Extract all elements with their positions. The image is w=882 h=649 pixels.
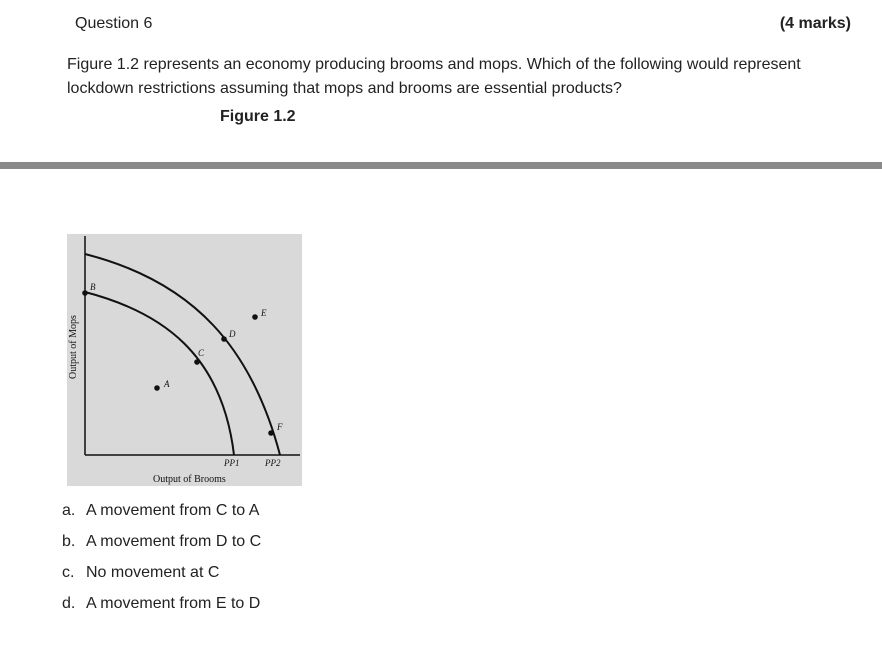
- question-text: Figure 1.2 represents an economy producing brooms and mops. Which of the following would represent lockdown restrictions assuming that mops and brooms are essential products?: [67, 56, 801, 97]
- point-a-marker: [154, 385, 160, 391]
- option-text: A movement from C to A: [86, 502, 260, 519]
- point-a-label: A: [164, 379, 170, 389]
- pp2-curve: [85, 254, 280, 455]
- option-letter: d.: [62, 595, 76, 612]
- point-c-label: C: [198, 348, 205, 358]
- option-d[interactable]: [62, 593, 261, 624]
- point-b-label: B: [90, 282, 96, 292]
- option-letter: c.: [62, 564, 75, 581]
- option-text: A movement from E to D: [86, 595, 261, 612]
- x-axis-label: Output of Brooms: [153, 474, 226, 485]
- option-text: No movement at C: [86, 564, 220, 581]
- point-b-marker: [82, 290, 88, 296]
- point-e-marker: [252, 314, 258, 320]
- option-a[interactable]: [62, 500, 261, 531]
- point-e-label: E: [261, 308, 267, 318]
- option-b[interactable]: [62, 531, 261, 562]
- ppf-figure: [67, 234, 302, 486]
- point-f-marker: [268, 430, 274, 436]
- option-letter: b.: [62, 533, 76, 550]
- answer-options: [62, 500, 261, 624]
- pp1-curve: [85, 292, 234, 455]
- marks-label: (4 marks): [779, 15, 851, 32]
- point-f-label: F: [277, 422, 283, 432]
- y-axis-label: Output of Mops: [68, 315, 79, 379]
- question-number: Question 6: [75, 15, 153, 32]
- point-d-label: D: [229, 329, 236, 339]
- option-text: A movement from D to C: [86, 533, 262, 550]
- section-divider: [0, 162, 882, 169]
- figure-caption: Figure 1.2: [220, 108, 296, 125]
- point-c-marker: [194, 359, 200, 365]
- pp2-label: PP2: [265, 458, 281, 468]
- option-letter: a.: [62, 502, 76, 519]
- point-d-marker: [221, 336, 227, 342]
- option-c[interactable]: [62, 562, 261, 593]
- pp1-label: PP1: [224, 458, 240, 468]
